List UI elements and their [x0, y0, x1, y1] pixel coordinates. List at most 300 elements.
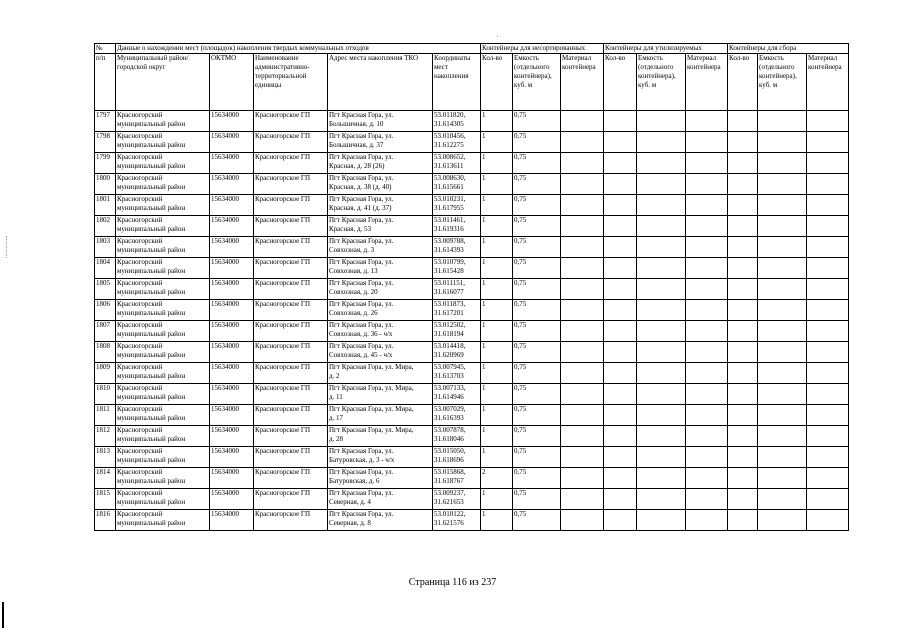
row-number — [95, 258, 116, 279]
row-address — [328, 216, 433, 237]
row-count-a — [481, 174, 513, 195]
table-body — [95, 111, 849, 531]
header-group-recyclable: Контейнеры для утилизируемых — [604, 44, 728, 54]
table-row — [95, 426, 849, 447]
row-coords-line: 31.613611 — [434, 162, 464, 170]
row-material-c — [807, 153, 849, 174]
row-material-b — [686, 174, 728, 195]
row-material-a — [561, 342, 604, 363]
row-address-line: Батуровская, д. 3 - ч/х — [329, 456, 395, 464]
row-admin-unit-line: Красногорское ГП — [255, 363, 311, 371]
row-capacity-a-line: 0,75 — [514, 363, 527, 371]
row-capacity-a — [513, 321, 561, 342]
row-count-a — [481, 132, 513, 153]
row-oktmo — [210, 342, 254, 363]
row-material-b — [686, 237, 728, 258]
row-district-line: муниципальный район — [117, 498, 186, 506]
row-coords — [433, 489, 481, 510]
scan-edge-mark — [2, 602, 4, 628]
row-oktmo — [210, 510, 254, 531]
row-capacity-a-line: 0,75 — [514, 447, 527, 455]
row-capacity-c — [758, 321, 807, 342]
row-number — [95, 342, 116, 363]
row-count-a — [481, 489, 513, 510]
table-row — [95, 321, 849, 342]
row-capacity-c — [758, 405, 807, 426]
row-count-b — [604, 132, 637, 153]
row-admin-unit — [254, 363, 328, 384]
row-address-line: Пгт Красная Гора, ул. — [329, 195, 394, 203]
row-capacity-b — [637, 342, 686, 363]
row-capacity-a — [513, 300, 561, 321]
row-material-b — [686, 489, 728, 510]
row-address-line: Пгт Красная Гора, ул. Мира, — [329, 426, 414, 434]
row-coords — [433, 132, 481, 153]
row-material-a — [561, 174, 604, 195]
row-capacity-a-line: 0,75 — [514, 258, 527, 266]
row-admin-unit-line: Красногорское ГП — [255, 321, 311, 329]
row-address-line: Совхозная, д. 13 — [329, 267, 378, 275]
row-oktmo — [210, 174, 254, 195]
row-coords-line: 31.615661 — [434, 183, 464, 191]
row-address-line: д. 28 — [329, 435, 344, 443]
row-count-a-line: 1 — [482, 384, 486, 392]
row-admin-unit-line: Красногорское ГП — [255, 237, 311, 245]
row-material-a — [561, 363, 604, 384]
row-district — [116, 153, 210, 174]
row-address-line: Пгт Красная Гора, ул. — [329, 489, 394, 497]
row-address — [328, 384, 433, 405]
row-count-c — [728, 489, 758, 510]
row-number — [95, 300, 116, 321]
row-material-b — [686, 447, 728, 468]
row-admin-unit — [254, 510, 328, 531]
row-address-line: Пгт Красная Гора, ул. — [329, 237, 394, 245]
row-number-line: 1812 — [96, 426, 110, 434]
row-district-line: муниципальный район — [117, 519, 186, 527]
row-count-b — [604, 111, 637, 132]
row-oktmo — [210, 300, 254, 321]
row-district-line: муниципальный район — [117, 267, 186, 275]
row-capacity-b — [637, 468, 686, 489]
row-capacity-b — [637, 258, 686, 279]
row-count-a-line: 1 — [482, 510, 486, 518]
row-admin-unit — [254, 384, 328, 405]
row-count-a-line: 1 — [482, 195, 486, 203]
row-coords-line: 31.621576 — [434, 519, 464, 527]
row-oktmo-line: 15634000 — [211, 153, 239, 161]
row-admin-unit — [254, 300, 328, 321]
table-row — [95, 405, 849, 426]
row-number-line: 1805 — [96, 279, 110, 287]
row-material-c — [807, 321, 849, 342]
row-material-b — [686, 363, 728, 384]
row-number — [95, 195, 116, 216]
row-address — [328, 153, 433, 174]
row-admin-unit-line: Красногорское ГП — [255, 132, 311, 140]
row-coords-line: 53.015050, — [434, 447, 466, 455]
row-count-a-line: 1 — [482, 132, 486, 140]
scan-artifact — [6, 236, 8, 258]
row-capacity-b — [637, 426, 686, 447]
row-material-c — [807, 468, 849, 489]
row-address-line: Совхозная, д. 36 - ч/х — [329, 330, 393, 338]
row-admin-unit — [254, 279, 328, 300]
header-group-sites: Данные о нахождении мест (площадок) накопления твердых коммунальных отходов — [116, 44, 481, 54]
row-admin-unit-line: Красногорское ГП — [255, 468, 311, 476]
row-material-b — [686, 426, 728, 447]
row-count-a-line: 2 — [482, 468, 486, 476]
row-coords — [433, 447, 481, 468]
row-admin-unit-line: Красногорское ГП — [255, 510, 311, 518]
row-number — [95, 363, 116, 384]
row-district — [116, 237, 210, 258]
row-material-a — [561, 258, 604, 279]
row-capacity-b — [637, 153, 686, 174]
row-district-line: муниципальный район — [117, 120, 186, 128]
row-address-line: Пгт Красная Гора, ул. Мира, — [329, 384, 414, 392]
row-count-a-line: 1 — [482, 174, 486, 182]
row-coords-line: 53.007945, — [434, 363, 466, 371]
table-row — [95, 258, 849, 279]
row-count-c — [728, 300, 758, 321]
row-admin-unit-line: Красногорское ГП — [255, 342, 311, 350]
row-address-line: д. 17 — [329, 414, 344, 422]
row-material-b — [686, 384, 728, 405]
page-number: Страница 116 из 237 — [408, 577, 497, 588]
row-address-line: Пгт Красная Гора, ул. — [329, 447, 394, 455]
row-coords — [433, 321, 481, 342]
row-coords — [433, 153, 481, 174]
row-number-line: 1798 — [96, 132, 110, 140]
row-count-a — [481, 510, 513, 531]
row-address-line: Пгт Красная Гора, ул. — [329, 321, 394, 329]
row-district — [116, 426, 210, 447]
row-count-a-line: 1 — [482, 279, 486, 287]
row-capacity-b — [637, 237, 686, 258]
row-coords-line: 53.009788, — [434, 237, 466, 245]
row-district-line: муниципальный район — [117, 288, 186, 296]
row-count-a-line: 1 — [482, 426, 486, 434]
scan-speck — [497, 36, 498, 37]
row-coords-line: 53.008652, — [434, 153, 466, 161]
row-count-b — [604, 405, 637, 426]
row-material-a — [561, 468, 604, 489]
row-count-c — [728, 195, 758, 216]
row-number — [95, 237, 116, 258]
row-coords-line: 53.011873, — [434, 300, 466, 308]
row-material-a — [561, 300, 604, 321]
row-count-c — [728, 363, 758, 384]
row-address — [328, 426, 433, 447]
row-district — [116, 216, 210, 237]
row-address-line: Совхозная, д. 45 - ч/х — [329, 351, 393, 359]
row-material-a — [561, 111, 604, 132]
row-admin-unit-line: Красногорское ГП — [255, 426, 311, 434]
row-coords-line: 53.011151, — [434, 279, 465, 287]
row-coords-line: 31.618046 — [434, 435, 464, 443]
row-address — [328, 195, 433, 216]
row-count-b — [604, 300, 637, 321]
row-oktmo — [210, 321, 254, 342]
row-capacity-c — [758, 174, 807, 195]
row-coords — [433, 216, 481, 237]
header-material-a: Материал контейнера — [561, 54, 604, 111]
header-count-b: Кол-во — [604, 54, 637, 111]
row-material-c — [807, 342, 849, 363]
row-capacity-a-line: 0,75 — [514, 384, 527, 392]
row-count-c — [728, 132, 758, 153]
row-district-line: Красногорский — [117, 174, 163, 182]
row-count-c — [728, 405, 758, 426]
row-oktmo-line: 15634000 — [211, 300, 239, 308]
row-number — [95, 384, 116, 405]
row-address — [328, 468, 433, 489]
row-capacity-a — [513, 468, 561, 489]
row-count-c — [728, 237, 758, 258]
row-capacity-b — [637, 279, 686, 300]
row-address-line: Пгт Красная Гора, ул. — [329, 300, 394, 308]
row-district-line: муниципальный район — [117, 477, 186, 485]
row-capacity-c — [758, 153, 807, 174]
row-count-c — [728, 258, 758, 279]
row-material-b — [686, 216, 728, 237]
row-number — [95, 279, 116, 300]
row-number-line: 1802 — [96, 216, 110, 224]
row-coords — [433, 237, 481, 258]
row-capacity-b — [637, 300, 686, 321]
row-address-line: Пгт Красная Гора, ул. — [329, 174, 394, 182]
row-coords-line: 53.010122, — [434, 510, 466, 518]
row-coords-line: 31.617955 — [434, 204, 464, 212]
row-district-line: муниципальный район — [117, 246, 186, 254]
row-number-line: 1808 — [96, 342, 110, 350]
row-number-line: 1814 — [96, 468, 110, 476]
row-oktmo-line: 15634000 — [211, 447, 239, 455]
row-admin-unit — [254, 195, 328, 216]
row-capacity-a — [513, 258, 561, 279]
row-material-b — [686, 405, 728, 426]
row-oktmo-line: 15634000 — [211, 321, 239, 329]
row-count-c — [728, 174, 758, 195]
row-number-line: 1811 — [96, 405, 110, 413]
row-admin-unit — [254, 489, 328, 510]
row-material-a — [561, 216, 604, 237]
row-coords-line: 31.616077 — [434, 288, 464, 296]
row-oktmo — [210, 384, 254, 405]
row-address-line: Красная, д. 53 — [329, 225, 372, 233]
row-coords — [433, 426, 481, 447]
row-capacity-c — [758, 468, 807, 489]
row-admin-unit — [254, 174, 328, 195]
row-capacity-b — [637, 489, 686, 510]
row-district-line: Красногорский — [117, 111, 163, 119]
row-number-line: 1799 — [96, 153, 110, 161]
row-district-line: муниципальный район — [117, 435, 186, 443]
table-row — [95, 174, 849, 195]
row-material-b — [686, 342, 728, 363]
row-material-a — [561, 447, 604, 468]
row-material-b — [686, 132, 728, 153]
row-number-line: 1803 — [96, 237, 110, 245]
row-material-c — [807, 279, 849, 300]
row-district-line: муниципальный район — [117, 309, 186, 317]
row-district-line: Красногорский — [117, 237, 163, 245]
row-material-c — [807, 195, 849, 216]
row-number-line: 1813 — [96, 447, 110, 455]
row-district-line: Красногорский — [117, 405, 163, 413]
row-count-a-line: 1 — [482, 111, 486, 119]
row-count-c — [728, 447, 758, 468]
row-district — [116, 489, 210, 510]
row-capacity-c — [758, 279, 807, 300]
row-count-b — [604, 258, 637, 279]
row-material-b — [686, 195, 728, 216]
row-address-line: Пгт Красная Гора, ул. Мира, — [329, 405, 414, 413]
row-coords — [433, 174, 481, 195]
row-count-b — [604, 279, 637, 300]
table-row — [95, 342, 849, 363]
row-district — [116, 111, 210, 132]
row-admin-unit — [254, 468, 328, 489]
row-address-line: Красная, д. 28 (26) — [329, 162, 385, 170]
row-count-c — [728, 279, 758, 300]
row-capacity-b — [637, 321, 686, 342]
row-capacity-a — [513, 279, 561, 300]
row-coords-line: 31.615428 — [434, 267, 464, 275]
row-capacity-c — [758, 195, 807, 216]
row-capacity-c — [758, 342, 807, 363]
row-capacity-b — [637, 216, 686, 237]
row-material-c — [807, 363, 849, 384]
row-material-a — [561, 279, 604, 300]
row-district-line: Красногорский — [117, 300, 163, 308]
row-count-c — [728, 468, 758, 489]
row-oktmo — [210, 279, 254, 300]
row-address-line: Пгт Красная Гора, ул. — [329, 111, 394, 119]
row-address-line: Большичная, д. 37 — [329, 141, 384, 149]
row-capacity-c — [758, 111, 807, 132]
row-admin-unit-line: Красногорское ГП — [255, 447, 311, 455]
row-district-line: муниципальный район — [117, 372, 186, 380]
row-count-c — [728, 426, 758, 447]
row-oktmo-line: 15634000 — [211, 216, 239, 224]
row-district-line: Красногорский — [117, 216, 163, 224]
row-admin-unit-line: Красногорское ГП — [255, 195, 311, 203]
row-oktmo-line: 15634000 — [211, 363, 239, 371]
row-address-line: Совхозная, д. 26 — [329, 309, 378, 317]
row-coords-line: 31.618194 — [434, 330, 464, 338]
row-district-line: муниципальный район — [117, 141, 186, 149]
row-address — [328, 300, 433, 321]
row-coords-line: 31.618696 — [434, 456, 464, 464]
row-address-line: Пгт Красная Гора, ул. — [329, 132, 394, 140]
row-address-line: Пгт Красная Гора, ул. — [329, 510, 394, 518]
row-admin-unit-line: Красногорское ГП — [255, 174, 311, 182]
row-district-line: Красногорский — [117, 384, 163, 392]
row-address — [328, 237, 433, 258]
row-district-line: муниципальный район — [117, 330, 186, 338]
row-count-a — [481, 321, 513, 342]
row-number — [95, 510, 116, 531]
row-district — [116, 279, 210, 300]
row-count-a — [481, 153, 513, 174]
row-oktmo — [210, 237, 254, 258]
row-address — [328, 510, 433, 531]
row-number — [95, 468, 116, 489]
row-district-line: муниципальный район — [117, 162, 186, 170]
header-group-collection: Контейнеры для сбора — [728, 44, 849, 54]
row-count-a — [481, 384, 513, 405]
row-material-b — [686, 300, 728, 321]
header-count-a: Кол-во — [481, 54, 513, 111]
row-oktmo-line: 15634000 — [211, 426, 239, 434]
row-number-line: 1800 — [96, 174, 110, 182]
row-coords — [433, 258, 481, 279]
row-district-line: Красногорский — [117, 258, 163, 266]
row-coords-line: 31.620969 — [434, 351, 464, 359]
row-material-c — [807, 489, 849, 510]
row-coords-line: 31.614393 — [434, 246, 464, 254]
row-oktmo-line: 15634000 — [211, 111, 239, 119]
row-number — [95, 216, 116, 237]
row-admin-unit-line: Красногорское ГП — [255, 153, 311, 161]
header-capacity-c: Емкость (отдельного контейнера), куб. м — [758, 54, 807, 111]
row-coords-line: 53.007878, — [434, 426, 466, 434]
row-coords-line: 53.009237, — [434, 489, 466, 497]
row-oktmo — [210, 111, 254, 132]
row-capacity-a-line: 0,75 — [514, 237, 527, 245]
row-number-line: 1807 — [96, 321, 110, 329]
row-count-c — [728, 510, 758, 531]
row-capacity-c — [758, 216, 807, 237]
row-count-a-line: 1 — [482, 237, 486, 245]
row-capacity-a-line: 0,75 — [514, 468, 527, 476]
header-district: Муниципальный район/городской округ — [116, 54, 210, 111]
table-row — [95, 111, 849, 132]
row-material-c — [807, 405, 849, 426]
row-address-line: Пгт Красная Гора, ул. — [329, 342, 394, 350]
row-district — [116, 321, 210, 342]
row-capacity-a — [513, 216, 561, 237]
row-address-line: Красная, д. 41 (д. 37) — [329, 204, 392, 212]
row-admin-unit — [254, 258, 328, 279]
row-count-a-line: 1 — [482, 447, 486, 455]
row-oktmo — [210, 195, 254, 216]
row-admin-unit — [254, 426, 328, 447]
row-capacity-a-line: 0,75 — [514, 111, 527, 119]
row-admin-unit-line: Красногорское ГП — [255, 111, 311, 119]
row-count-a — [481, 279, 513, 300]
row-number — [95, 447, 116, 468]
row-oktmo-line: 15634000 — [211, 384, 239, 392]
row-material-c — [807, 258, 849, 279]
row-district — [116, 258, 210, 279]
table-row — [95, 510, 849, 531]
row-oktmo — [210, 405, 254, 426]
row-district — [116, 405, 210, 426]
row-capacity-b — [637, 447, 686, 468]
row-number-line: 1815 — [96, 489, 110, 497]
row-number — [95, 489, 116, 510]
row-count-b — [604, 216, 637, 237]
row-number-line: 1809 — [96, 363, 110, 371]
row-district-line: муниципальный район — [117, 204, 186, 212]
row-district-line: Красногорский — [117, 195, 163, 203]
row-coords-line: 53.007133, — [434, 384, 466, 392]
row-count-b — [604, 237, 637, 258]
row-capacity-a — [513, 237, 561, 258]
